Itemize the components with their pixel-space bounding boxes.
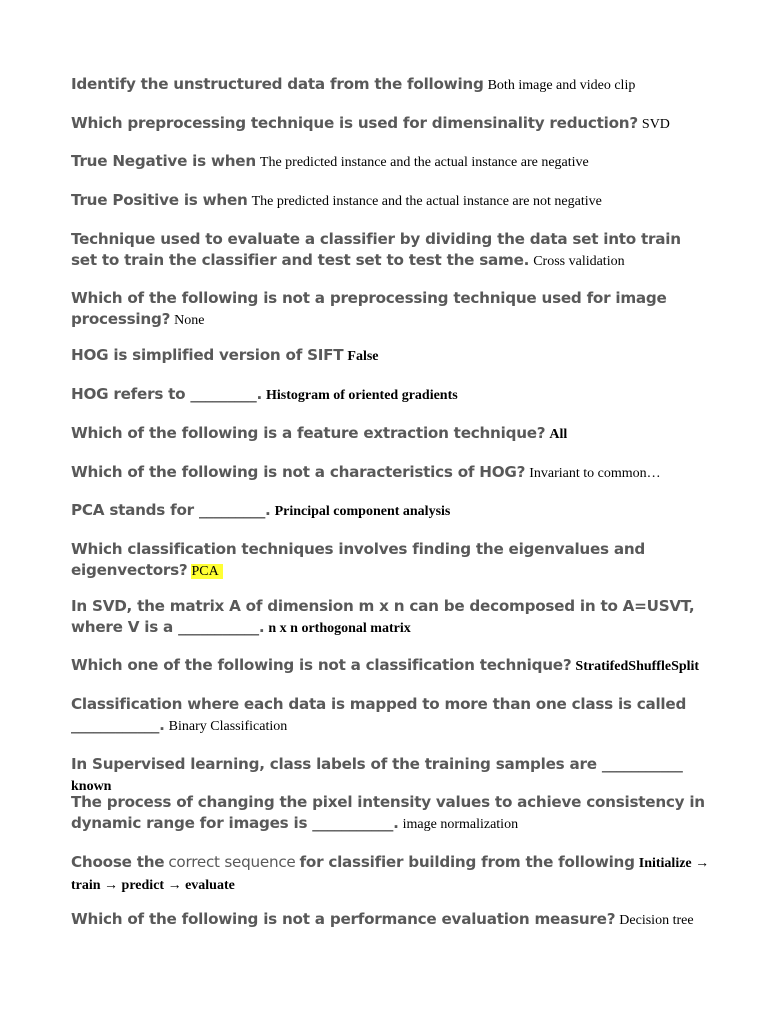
answer-text: The predicted instance and the actual instance are negative xyxy=(259,155,589,170)
question-text: Technique used to evaluate a classifier by dividing the data set into train set to train the classifier and test set to test the same. xyxy=(71,230,681,269)
question-text: Which preprocessing technique is used for dimensinality reduction? xyxy=(71,114,638,132)
question-item-16 xyxy=(71,754,711,797)
answer-text: All xyxy=(549,427,568,442)
question-item-15 xyxy=(71,694,711,737)
question-item-19 xyxy=(71,909,711,931)
question-text: Choose the xyxy=(71,853,165,871)
question-item-9 xyxy=(71,423,711,445)
question-item-17 xyxy=(71,792,711,835)
answer-text: Histogram of oriented gradients xyxy=(266,388,458,403)
answer-text: n x n orthogonal matrix xyxy=(268,621,411,636)
question-item-10 xyxy=(71,462,711,484)
question-text: In SVD, the matrix A of dimension m x n can be decomposed in to A=USVT, where V is a ___________. xyxy=(71,597,695,636)
question-text: HOG refers to _________. xyxy=(71,385,262,403)
question-item-11 xyxy=(71,500,711,522)
question-item-18 xyxy=(71,852,711,896)
question-text-emphasis: correct sequence xyxy=(168,853,296,871)
question-item-14 xyxy=(71,655,711,677)
question-text: Classification where each data is mapped to more than one class is called ____________. xyxy=(71,695,687,734)
question-text: HOG is simplified version of SIFT xyxy=(71,346,344,364)
question-item-2 xyxy=(71,113,711,135)
question-item-12 xyxy=(71,539,711,582)
question-item-6 xyxy=(71,288,711,331)
answer-text: Cross validation xyxy=(533,254,625,269)
question-text: Which classification techniques involves finding the eigenvalues and eigenvectors? xyxy=(71,540,646,579)
question-text: True Negative is when xyxy=(71,152,256,170)
answer-text: known xyxy=(71,779,112,794)
question-text: Which one of the following is not a classification technique? xyxy=(71,656,572,674)
question-text: In Supervised learning, class labels of the training samples are ___________ xyxy=(71,755,683,773)
answer-text: None xyxy=(174,313,205,328)
answer-text: StratifedShuffleSplit xyxy=(575,659,700,674)
question-text: Which of the following is not a preprocessing technique used for image processing? xyxy=(71,289,667,328)
answer-text: Principal component analysis xyxy=(274,504,451,519)
question-item-1 xyxy=(71,74,711,96)
answer-text: False xyxy=(347,349,379,364)
question-item-7 xyxy=(71,345,711,367)
question-text: Which of the following is not a characteristics of HOG? xyxy=(71,463,526,481)
question-text: The process of changing the pixel intensity values to achieve consistency in dynamic range for images is ___________. xyxy=(71,793,705,832)
question-text: Which of the following is a feature extraction technique? xyxy=(71,424,546,442)
question-item-13 xyxy=(71,596,711,639)
answer-text: SVD xyxy=(641,117,670,132)
question-text: PCA stands for _________. xyxy=(71,501,271,519)
question-text: for classifier building from the following xyxy=(299,853,635,871)
question-text: True Positive is when xyxy=(71,191,248,209)
answer-text: Both image and video clip xyxy=(487,78,636,93)
question-item-5 xyxy=(71,229,711,272)
answer-text: Binary Classification xyxy=(168,719,288,734)
question-item-8 xyxy=(71,384,711,406)
answer-text: Invariant to common… xyxy=(529,466,661,481)
question-text: Which of the following is not a performance evaluation measure? xyxy=(71,910,616,928)
question-item-4 xyxy=(71,190,711,212)
question-item-3 xyxy=(71,151,711,173)
answer-text-highlighted: PCA xyxy=(191,564,222,579)
answer-text: The predicted instance and the actual instance are not negative xyxy=(251,194,602,209)
answer-text: Decision tree xyxy=(619,913,694,928)
question-text: Identify the unstructured data from the following xyxy=(71,75,484,93)
answer-text: Initialize → train → predict → evaluate xyxy=(71,856,710,893)
answer-text: image normalization xyxy=(402,817,519,832)
